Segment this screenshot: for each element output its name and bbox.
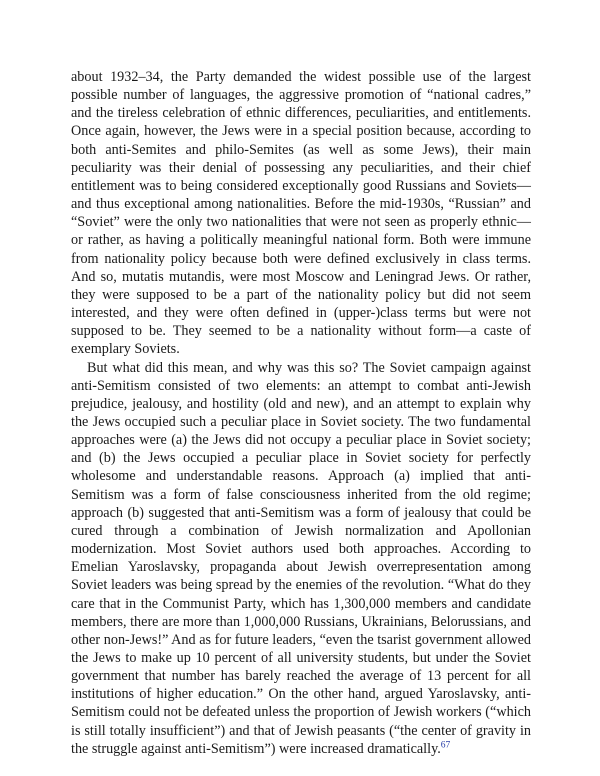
paragraph-1 [71,68,531,359]
body-text [71,68,531,758]
paragraph-2-text: But what did this mean, and why was this so? The Soviet campaign against anti-Semitism consisted of two elements: an attempt to combat anti-Jewish prejudice, jealousy, and hostility (old and new), and an attempt to explain why the Jews occupied such a peculiar place in Soviet society. The two fundamental approaches were (a) the Jews did not occupy a peculiar place in Soviet society; and (b) the Jews occupied a peculiar place in Soviet society for perfectly wholesome and understandable reasons. Approach (a) implied that anti-Semitism was a form of false consciousness inherited from the old regime; approach (b) suggested that anti-Semitism was a form of jealousy that could be cured through a combination of Jewish normalization and Apollonian modernization. Most Soviet authors used both approaches. According to Emelian Yaroslavsky, propaganda about Jewish overrepresentation among Soviet leaders was being spread by the enemies of the revolution. “What do they care that in the Communist Party, which has 1,300,000 members and candidate members, there are more than 1,000,000 Russians, Ukrainians, Belorussians, and other non-Jews!” And as for future leaders, “even the tsarist government allowed the Jews to make up 10 percent of all university students, but under the Soviet government that number has barely reached the average of 13 percent for all institutions of higher education.” On the other hand, argued Yaroslavsky, anti-Semitism could not be defeated unless the proportion of Jewish workers (“which is still totally insufficient”) and that of Jewish peasants (“the center of gravity in the struggle against anti-Semitism”) were increased dramatically. [71,359,531,757]
footnote-link[interactable]: 67 [440,740,451,751]
paragraph-2 [71,359,531,758]
paragraph-1-text: about 1932–34, the Party demanded the widest possible use of the largest possible number of languages, the aggressive promotion of “national cadres,” and the tireless celebration of ethnic differences, peculiarities, and entitlements. Once again, however, the Jews were in a special position because, according to both anti-Semites and philo-Semites (as well as some Jews), their main peculiarity was their denial of possessing any peculiarities, and their chief entitlement was to being considered exceptionally good Russians and Soviets—and thus exceptional among nationalities. Before the mid-1930s, “Russian” and “Soviet” were the only two nationalities that were not seen as properly ethnic—or rather, as having a politically meaningful national form. Both were immune from nationality policy because both were defined exclusively in class terms. And so, mutatis mutandis, were most Moscow and Leningrad Jews. Or rather, they were supposed to be a part of the nationality policy but did not seem interested, and they were often defined in (upper-)class terms but were not supposed to be. They seemed to be a nationality without form—a caste of exemplary Soviets. [71,69,531,358]
